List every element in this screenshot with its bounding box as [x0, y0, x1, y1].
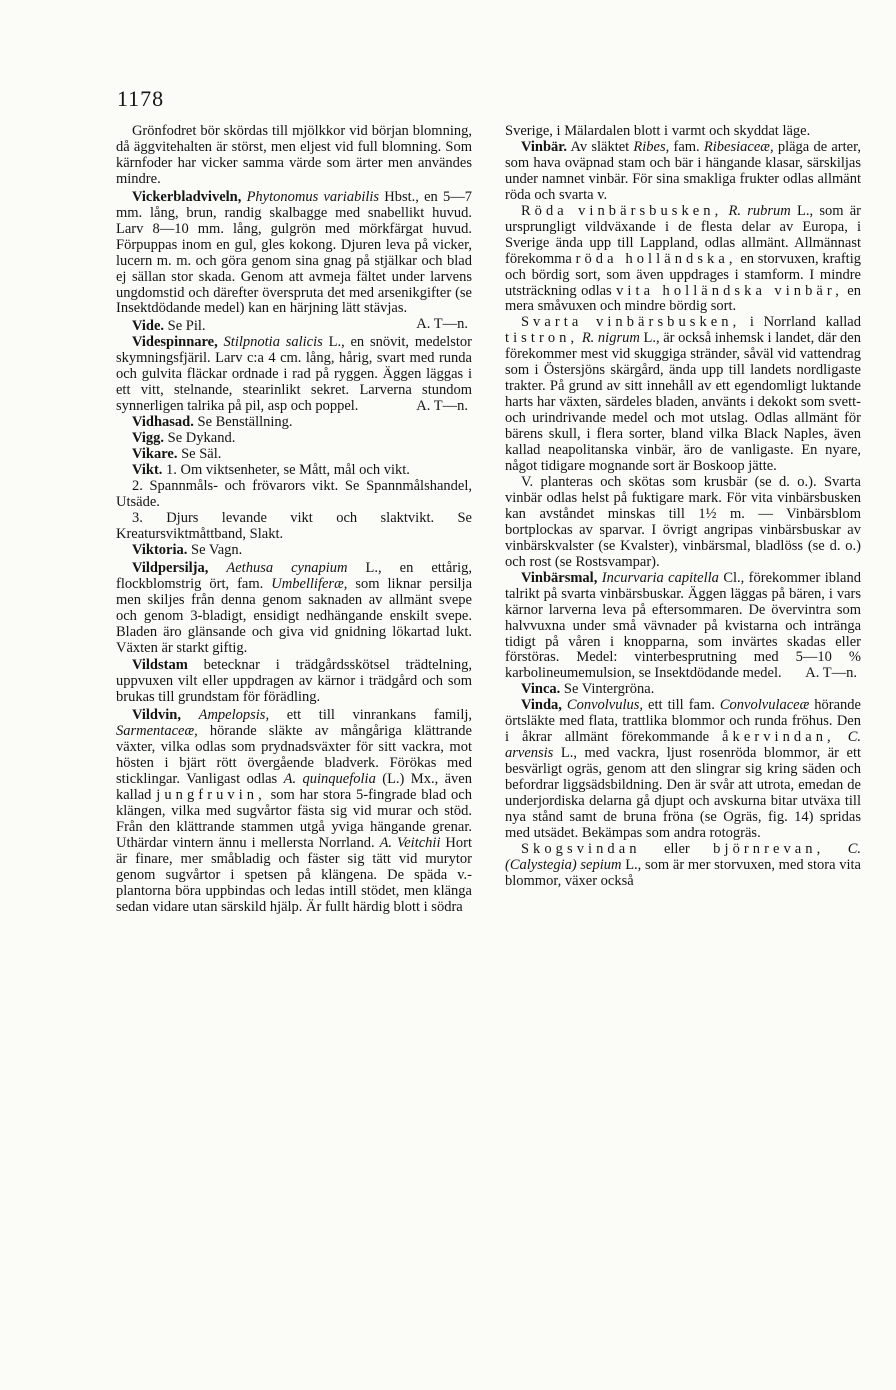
- family-name: Umbelliferæ,: [271, 575, 348, 592]
- right-column: [505, 124, 861, 890]
- headword: Videspinnare,: [131, 334, 218, 351]
- family-name: Ribesiaceæ,: [703, 138, 774, 155]
- entry-vinbar: [505, 140, 861, 204]
- entry-body: Se Pil.: [164, 318, 206, 335]
- headword: Vikt.: [131, 462, 163, 479]
- family-name: Sarmentaceæ,: [116, 723, 198, 740]
- left-column: [116, 124, 472, 916]
- family-name: Convolvulaceæ: [719, 697, 810, 714]
- entry-body: 1. Om viktsenheter, se Mått, mål och vikt.: [162, 462, 410, 479]
- entry-vikare: [116, 447, 472, 463]
- entry-body: fam.: [669, 138, 704, 155]
- spaced-term: åkervindan,: [722, 729, 835, 746]
- entry-body: i Norrland kallad: [740, 314, 861, 331]
- entry-body: Se Vagn.: [187, 541, 243, 558]
- entry-body: L., en snövit, medelstor skymningsfjäril. Larv c:a 4 cm. lång, hårig, svart med runda och gulvita fläckar ordnade i rad på ryggen. Äggen läggas i ett vitt, stelnande, stearinlikt sekret. Larverna stundom synnerligen talrika på pil, asp och poppel.: [116, 334, 473, 415]
- signature: A. T—n.: [416, 316, 468, 333]
- entry-body: (L.) Mx., även kallad: [116, 771, 472, 804]
- entry-body: eller: [640, 840, 714, 857]
- scientific-name: A. quinquefolia: [283, 771, 376, 788]
- entry-body: hörande örtsläkte med flata, trattlika blommor och runda fröhus. Den i åkrar allmänt förekommande: [505, 697, 861, 746]
- scientific-name: Phytonomus variabilis: [246, 188, 380, 205]
- entry-roda-vinbarsbusken: [505, 204, 861, 316]
- scientific-name: R. nigrum: [581, 330, 640, 347]
- entry-body: Se Säl.: [177, 446, 222, 463]
- spaced-term: tistron,: [505, 330, 579, 347]
- scientific-name: Stilpnotia salicis: [223, 334, 323, 351]
- headword: Vidhasad.: [131, 414, 194, 431]
- entry-body: ett till vinrankans familj,: [269, 707, 473, 724]
- entry-viktoria: [116, 543, 472, 559]
- entry-body: L., som är mer storvuxen, med stora vita blommor, växer också: [505, 856, 861, 889]
- entry-body: L., som är ursprungligt vildväxande i de flesta delar av Europa, i Sverige ända upp till Lappland, odlas allmänt. Allmännast förekomma: [505, 202, 861, 267]
- paragraph-v-planteras: V. planteras och skötas som krusbär (se d. o.). Svarta vinbär odlas helst på fuktigare mark. För vita vinbärsbusken kan avståndet minskas till 1½ m. — Vinbärsblom bortplockas av sparvar. I övrigt angripas vinbärsbuskar av vinbärskvalster (se Kvalster), vinbärsmal, bladlöss (se d. o.) och rost (se Rostsvampar).: [505, 473, 861, 570]
- scientific-name: Incurvaria capitella: [601, 569, 719, 586]
- entry-body: L., en ettårig, flockblomstrig ört, fam.: [116, 559, 472, 592]
- entry-body: L., med vackra, ljust rosenröda blommor, är ett besvärligt ogräs, genom att den slingrar sig kring säden och befordrar liggsädsbildning. Den är svår att utrota, emedan de underjordiska delarna gå djupt och avskurna bitar utväxa till nya stånd samt de bruna fröna (se Ogräs, fig. 14) spridas med utsädet. Bekämpas som andra rotogräs.: [505, 745, 861, 841]
- entry-svarta-vinbarsbusken: [505, 315, 861, 475]
- entry-body: Se Benställning.: [193, 414, 293, 431]
- scientific-name: Aethusa cynapium: [226, 559, 348, 576]
- headword: Vildpersilja,: [131, 559, 209, 576]
- scientific-name: C. arvensis: [505, 729, 861, 762]
- entry-vikt-2: 2. Spannmåls- och frövarors vikt. Se Spannmålshandel, Utsäde.: [116, 477, 472, 510]
- headword: Vildstam: [131, 657, 188, 674]
- headword: Vikare.: [131, 446, 178, 463]
- entry-vildvin: [116, 708, 472, 915]
- scientific-name: Ribes,: [633, 138, 670, 155]
- entry-videspinnare: [116, 335, 472, 415]
- spaced-term: björnrevan,: [713, 840, 825, 857]
- paragraph-gronfodret: Grönfodret bör skördas till mjölkkor vid början blomning, då äggvitehalten är störst, men eljest vid full blomning. Som kärnfoder har vicker samma värde som ärter men användes mindre.: [116, 123, 472, 187]
- headword: Vinda,: [520, 697, 562, 714]
- entry-vinda: [505, 698, 861, 842]
- entry-vildpersilja: [116, 561, 472, 657]
- spaced-term: Röda vinbärsbusken,: [520, 202, 723, 219]
- entry-body: som har stora 5-fingrade blad och klängen, vilka med sugvårtor fästa sig vid murar och stöd. Från den klättrande stammen utgå yviga hängande grenar. Uthärdar vintern ännu i mellersta Norrland.: [116, 787, 472, 851]
- entry-body: hörande släkte av mångåriga klättrande växter, vilka odlas som prydnadsväxter för sitt vackra, mot hösten i bjärt rött övergående bladverk. Förökas med sticklingar. Vanligast odlas: [116, 723, 472, 788]
- entry-body: som liknar persilja men skiljes från denna genom saknaden av allmänt svepe och genom 3-bladigt, ensidigt nedhängande enskilt svepe. Bladen äro glänsande och giva vid gnidning lökartad lukt. Växten är starkt giftig.: [116, 575, 473, 656]
- entry-body: betecknar i trädgårdsskötsel trädtelning, uppvuxen vilt eller uppdragen av kärnor i trädgård och som brukas till grundstam för förädling.: [116, 657, 472, 706]
- headword: Vinca.: [520, 681, 561, 698]
- scientific-name: C. (Calystegia) sepium: [505, 840, 861, 873]
- entry-body: Se Vintergröna.: [560, 681, 655, 698]
- entry-body: Hbst., en 5—7 mm. lång, brun, randig skalbagge med snabellikt huvud. Larv 8—10 mm. lång, gulgrön med mörkfärgat huvud. Förpuppas inom en gul, gles kokong. Djuren leva på vicker, lucern m. m. och göra genom sina gnag på stjälkar och blad ej sällan stor skada. Genom att avmeja fältet under larvens ungdomstid och därefter överspruta det med arsenikgifter (se Insektdödande medel) kan en härjning lätt stävjas.: [116, 188, 472, 317]
- paragraph-continuation: Sverige, i Mälardalen blott i varmt och skyddat läge.: [505, 123, 811, 139]
- scientific-name: Convolvulus,: [566, 697, 644, 714]
- entry-body: en storvuxen, kraftig och bördig sort, som även uppdrages i stamform. I mindre utsträckning odlas: [505, 250, 861, 299]
- spaced-term: Svarta vinbärsbusken,: [520, 314, 741, 331]
- headword: Vinbär.: [520, 138, 568, 155]
- spaced-term: Skogsvindan: [520, 840, 641, 857]
- page-number: 1178: [117, 86, 165, 111]
- scientific-name: R. rubrum: [728, 202, 791, 219]
- entry-vinbarsmal: [505, 571, 861, 683]
- entry-vigg: [116, 431, 472, 447]
- entry-vikt: [116, 463, 472, 479]
- entry-vikt-3: 3. Djurs levande vikt och slaktvikt. Se Kreatursviktmåttband, Slakt.: [116, 509, 472, 542]
- entry-skogsvindan: [505, 842, 861, 890]
- headword: Vildvin,: [131, 707, 181, 724]
- entry-body: Se Dykand.: [164, 430, 236, 447]
- headword: Vickerbladviveln,: [131, 188, 242, 205]
- entry-vildstam: [116, 658, 472, 706]
- spaced-term: röda holländska,: [575, 250, 737, 267]
- scientific-name: Ampelopsis,: [198, 707, 270, 724]
- spaced-term: jungfruvin,: [156, 787, 266, 804]
- entry-vidhasad: [116, 415, 472, 431]
- entry-body: ett till fam.: [643, 697, 720, 714]
- entry-body: Hort är finare, mer småbladig och fäster sig tätt vid murytor genom sugvårtor i spetsen på klängena. De späda v.-plantorna böra uppbindas och ledas intill stödet, men klänga sedan vidare utan särskild hjälp. Är fullt härdig blott i södra: [116, 834, 472, 915]
- headword: Vinbärsmal,: [520, 569, 598, 586]
- headword: Vide.: [131, 318, 165, 335]
- scientific-name: A. Veitchii: [379, 834, 441, 851]
- entry-vinca: [505, 682, 861, 698]
- entry-body: pläga de arter, som hava oväpnad stam och bär i hängande klasar, särskiljas under namnet vinbär. För sina smakliga frukter odlas allmänt röda och svarta v.: [505, 138, 861, 203]
- signature: A. T—n.: [805, 665, 857, 682]
- headword: Viktoria.: [131, 541, 188, 558]
- spaced-term: vita holländska vinbär,: [616, 282, 843, 299]
- signature: A. T—n.: [416, 398, 468, 415]
- entry-body: Cl., förekommer ibland talrikt på svarta vinbärsbuskar. Äggen läggas på bären, i vars kärnor larverna leva på eftersommaren. De övervintra som halvvuxna under små vävnader på kvistarna och intränga tidigt på våren i knopparna, som invärtes skadas eller förstöras. Medel: vinterbesprutning med 5—10 % karbolineumemulsion, se Insektdödande medel.: [505, 569, 861, 682]
- entry-body: en mera småvuxen och mindre bördig sort.: [505, 282, 861, 315]
- entry-body: L., är också inhemsk i landet, där den förekommer mest vid skuggiga stränder, såväl vid vattendrag som i Östersjöns skärgård, ända upp till landets nordligaste trakter. På grund av sitt innehåll av ett egendomligt luktande harts har växten, särdeles bladen, använts i dekokt som svett- och urindrivande medel och mot utslag. Odlas allmänt för bärens skull, i flera sorter, bland vilka Black Naples, även kallad neapolitanska vinbär, äro de vanligaste. En nyare, något tidigare mognande sort är Boskoop jätte.: [505, 330, 861, 475]
- headword: Vigg.: [131, 430, 165, 447]
- entry-body: Av släktet: [567, 138, 634, 155]
